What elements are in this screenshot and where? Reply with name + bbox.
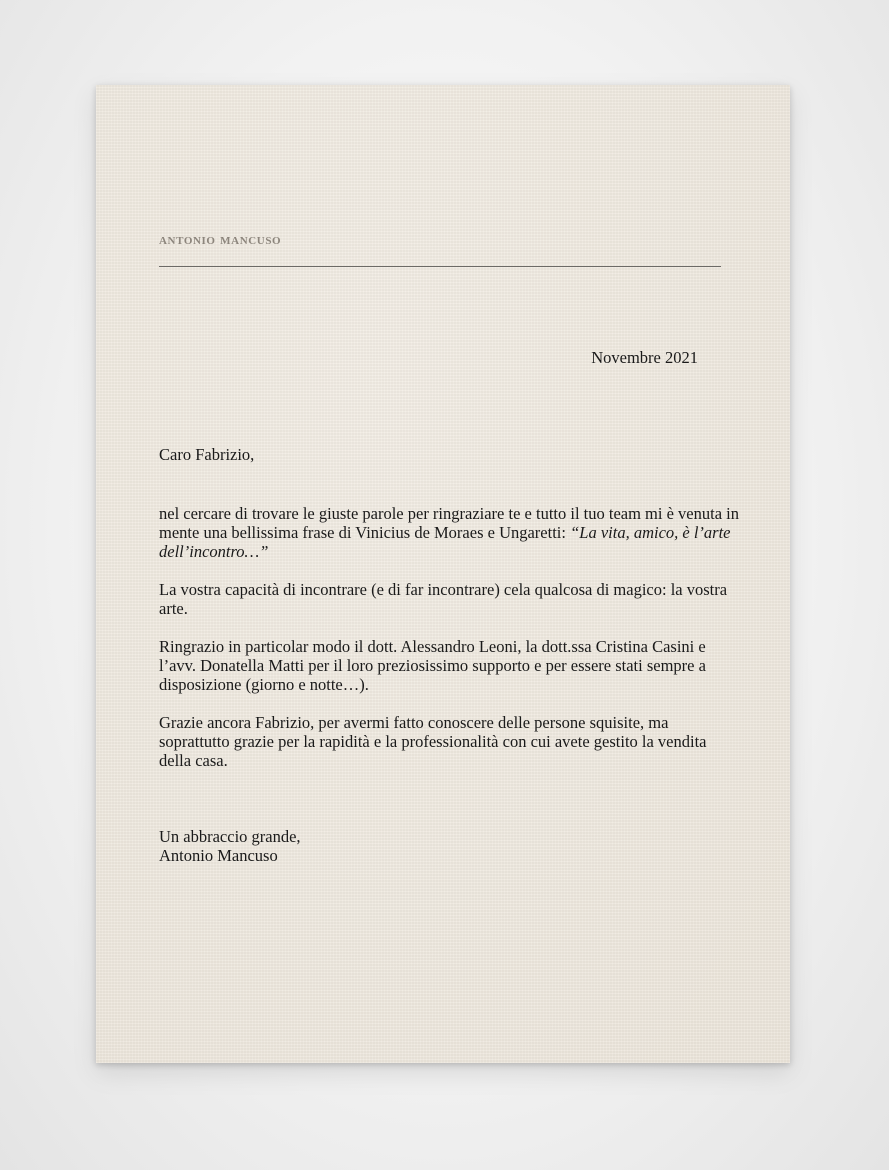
letter-body: [159, 445, 739, 865]
paragraph-4: Grazie ancora Fabrizio, per avermi fatto conoscere delle persone squisite, ma soprattutto grazie per la rapidità e la professionalità con cui avete gestito la vendita della casa.: [159, 713, 707, 770]
header-divider: [159, 266, 721, 267]
closing-block: [159, 827, 739, 865]
paragraph-1: [159, 504, 739, 561]
letter-date: Novembre 2021: [591, 348, 698, 367]
paragraph-1-quote: “La vita, amico, è l’arte dell’incontro…”: [159, 523, 731, 561]
letter-sheet: [96, 85, 790, 1063]
paragraph-3: Ringrazio in particolar modo il dott. Alessandro Leoni, la dott.ssa Cristina Casini e l’avv. Donatella Matti per il loro preziosissimo supporto e per essere stati sempre a disposizione (giorno e notte…).: [159, 637, 706, 694]
signature: Antonio Mancuso: [159, 846, 278, 865]
salutation: Caro Fabrizio,: [159, 445, 255, 464]
paragraph-1-text: nel cercare di trovare le giuste parole per ringraziare te e tutto il tuo team mi è venuta in mente una bellissima frase di Vinicius de Moraes e Ungaretti:: [159, 504, 739, 542]
sender-header: antonio mancuso: [159, 231, 282, 248]
paragraph-2: La vostra capacità di incontrare (e di far incontrare) cela qualcosa di magico: la vostra arte.: [159, 580, 728, 618]
closing-line: Un abbraccio grande,: [159, 827, 301, 846]
